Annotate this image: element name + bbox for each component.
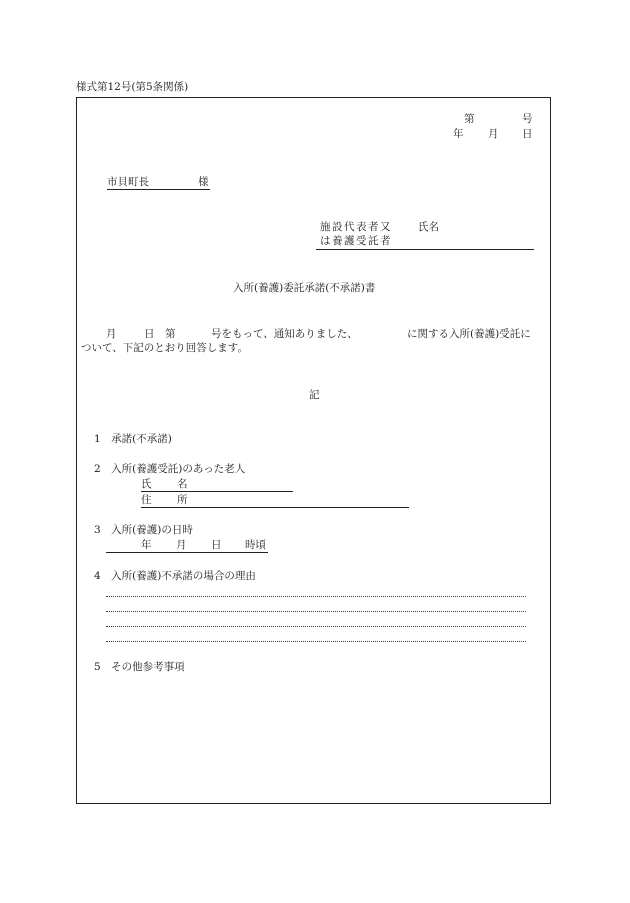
addressee-honorific: 様 xyxy=(198,176,209,188)
ki-heading: 記 xyxy=(309,389,320,401)
applicant-label-2: は養護受託者 xyxy=(320,235,392,247)
body-month: 月 xyxy=(106,328,117,340)
number-prefix: 第 xyxy=(464,113,475,125)
body-line-2: ついて、下記のとおり回答します。 xyxy=(81,342,248,354)
item-3-underline xyxy=(106,552,268,553)
addressee-title: 市貝町長 xyxy=(107,176,149,188)
item-5-other: 5 その他参考事項 xyxy=(94,661,185,673)
date-day: 日 xyxy=(522,128,533,140)
item-3-month: 月 xyxy=(176,539,187,551)
item-1-acceptance: 1 承諾(不承諾) xyxy=(94,433,172,445)
item-2-name-underline xyxy=(141,491,293,492)
item-2-address-label-a: 住 xyxy=(141,494,152,506)
reason-dotted-line-1 xyxy=(106,596,526,597)
reason-dotted-line-4 xyxy=(106,641,526,642)
item-2-elderly: 2 入所(養護受託)のあった老人 xyxy=(94,463,246,475)
body-related-text: に関する入所(養護)受託に xyxy=(407,328,531,340)
item-3-time: 時頃 xyxy=(245,539,266,551)
item-2-address-underline xyxy=(141,507,409,508)
number-suffix: 号 xyxy=(522,113,533,125)
item-3-day: 日 xyxy=(211,539,222,551)
body-number-prefix: 第 xyxy=(165,328,176,340)
reason-dotted-line-3 xyxy=(106,626,526,627)
item-3-year: 年 xyxy=(141,539,152,551)
item-2-address-label-b: 所 xyxy=(177,494,188,506)
item-2-name-label-a: 氏 xyxy=(141,478,152,490)
date-month: 月 xyxy=(488,128,499,140)
item-2-name-label-b: 名 xyxy=(177,478,188,490)
date-year: 年 xyxy=(453,128,464,140)
form-number-label: 様式第12号(第5条関係) xyxy=(76,81,189,93)
body-notice-text: 号をもって、通知ありました、 xyxy=(211,328,358,340)
item-3-datetime: 3 入所(養護)の日時 xyxy=(94,524,193,536)
item-4-reason: 4 入所(養護)不承諾の場合の理由 xyxy=(94,570,256,582)
applicant-name-label: 氏名 xyxy=(418,221,439,233)
applicant-label-1: 施設代表者又 xyxy=(320,221,392,233)
document-title: 入所(養護)委託承諾(不承諾)書 xyxy=(233,282,376,294)
reason-dotted-line-2 xyxy=(106,611,526,612)
body-day: 日 xyxy=(144,328,155,340)
form-frame xyxy=(76,97,551,804)
addressee-underline xyxy=(107,189,210,190)
applicant-underline xyxy=(316,249,534,250)
